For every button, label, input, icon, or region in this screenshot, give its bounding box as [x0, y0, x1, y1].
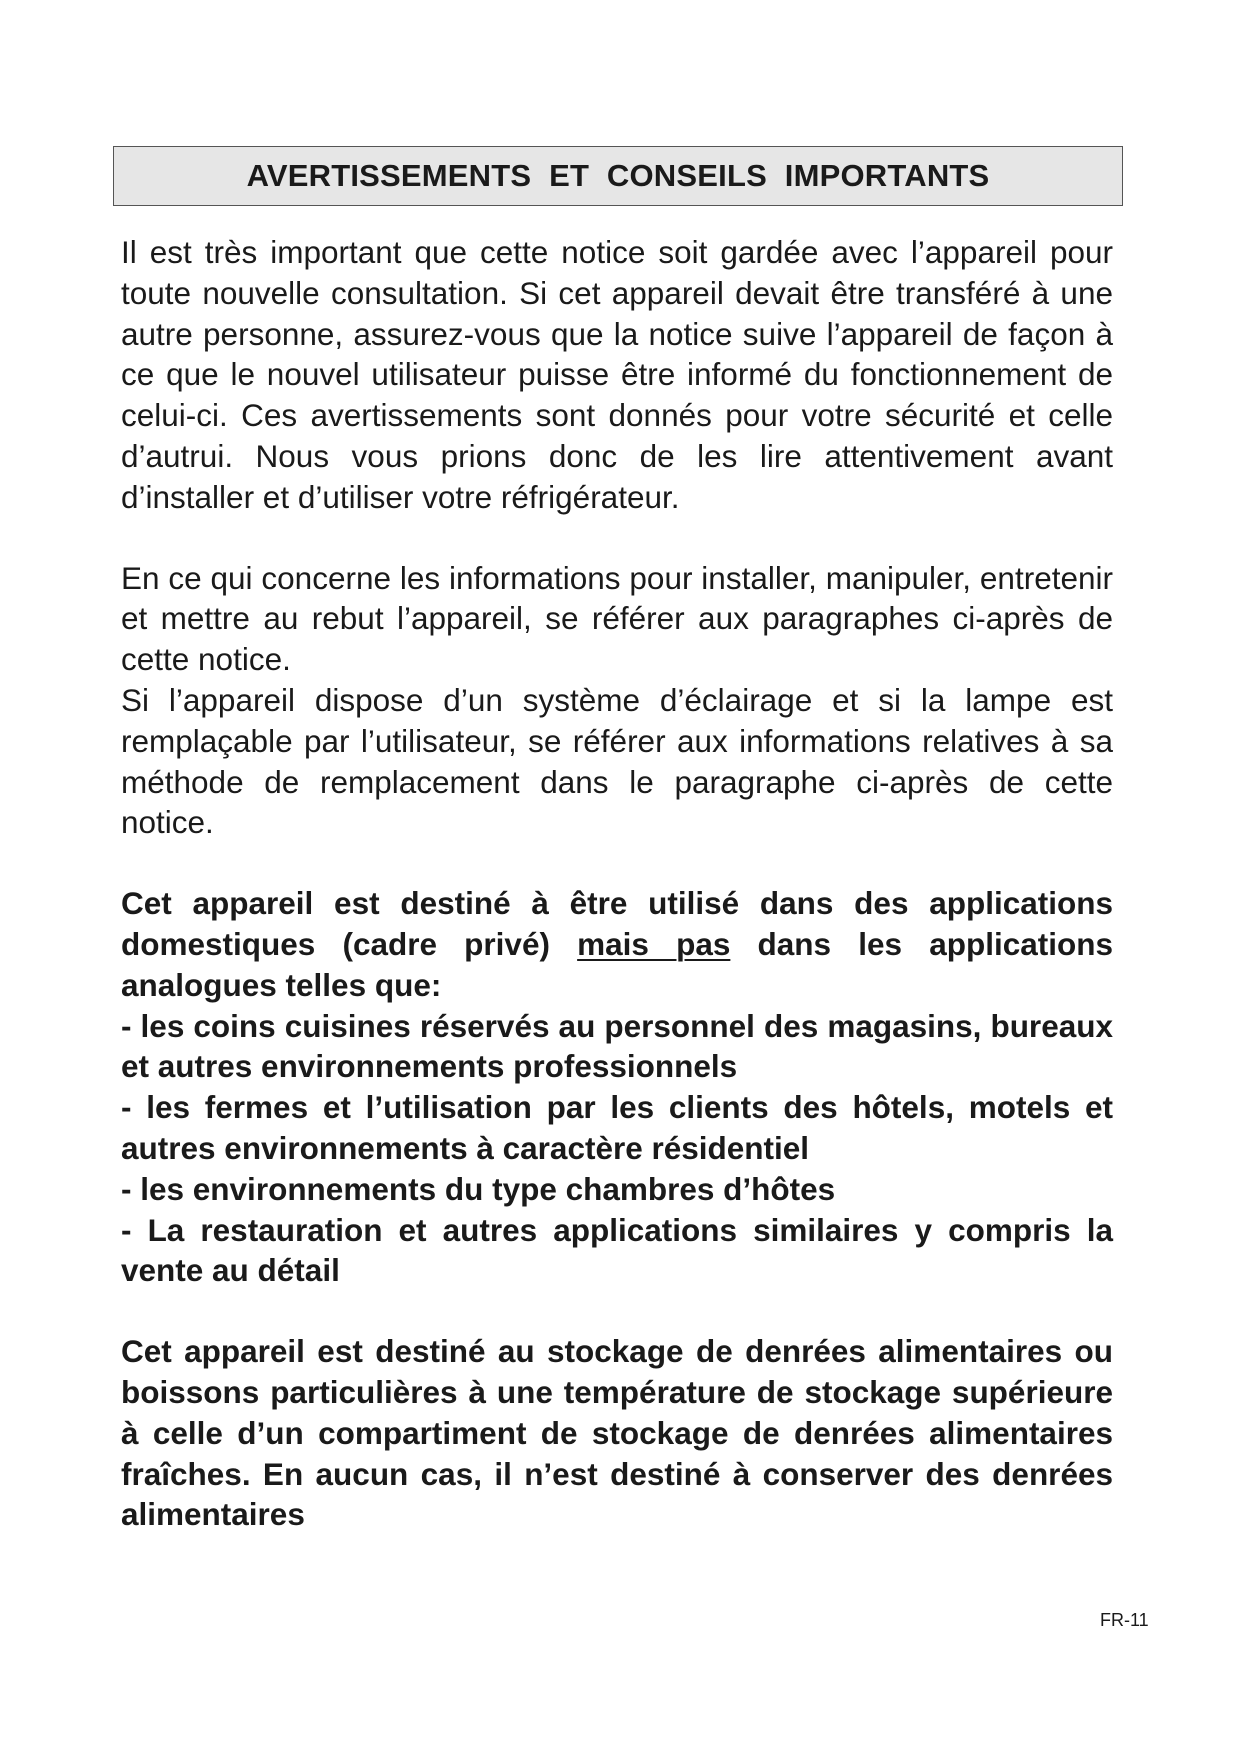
bullet-item-kitchens: - les coins cuisines réservés au personnel des magasins, bureaux et autres environnements professionnels	[121, 1007, 1113, 1085]
paragraph-gap	[121, 843, 1113, 883]
domestic-use-text-end: dans les applications analogues telles que:	[121, 925, 1113, 1003]
bullet-item-farms-hotels: - les fermes et l’utilisation par les clients des hôtels, motels et autres environnements à caractère résidentiel	[121, 1089, 1113, 1166]
paragraph-gap	[121, 518, 1113, 558]
paragraph-lamp-replacement: Si l’appareil dispose d’un système d’éclairage et si la lampe est remplaçable par l’utilisateur, se référer aux informations relatives à sa méthode de remplacement dans le paragraphe ci-après de cette notice.	[121, 681, 1113, 841]
paragraph-domestic-use	[121, 883, 1113, 1005]
paragraph-notice-keeping: Il est très important que cette notice soit gardée avec l’appareil pour toute nouvelle consultation. Si cet appareil devait être transféré à une autre personne, assurez-vous que la notice suive l’appareil de façon à ce que le nouvel utilisateur puisse être informé du fonctionnement de celui-ci. Ces avertissements sont donnés pour votre sécurité et celle d’autrui. Nous vous prions donc de les lire attentivement avant d’installer et d’utiliser votre réfrigérateur.	[121, 234, 1113, 515]
paragraph-installation-info: En ce qui concerne les informations pour installer, manipuler, entretenir et mettre au rebut l’appareil, se référer aux paragraphes ci-après de cette notice.	[121, 559, 1113, 678]
paragraph-gap	[121, 1291, 1113, 1331]
bullet-item-bed-and-breakfast: - les environnements du type chambres d’hôtes	[121, 1170, 836, 1207]
title-box	[113, 146, 1123, 206]
page-title: AVERTISSEMENTS ET CONSEILS IMPORTANTS	[246, 158, 990, 193]
underlined-mais-pas: mais pas	[577, 925, 731, 962]
body-text	[121, 232, 1113, 1535]
domestic-use-text: Cet appareil est destiné à être utilisé dans des applications domestiques (cadre privé)	[121, 885, 1113, 962]
paragraph-storage-purpose: Cet appareil est destiné au stockage de denrées alimentaires ou boissons particulières à une température de stockage supérieure à celle d’un compartiment de stockage de denrées alimentaires fraîches. En aucun cas, il n’est destiné à conserver des denrées alimentaires	[121, 1333, 1113, 1533]
page-number: FR-11	[1100, 1610, 1149, 1630]
bullet-item-catering: - La restauration et autres applications similaires y compris la vente au détail	[121, 1211, 1113, 1289]
